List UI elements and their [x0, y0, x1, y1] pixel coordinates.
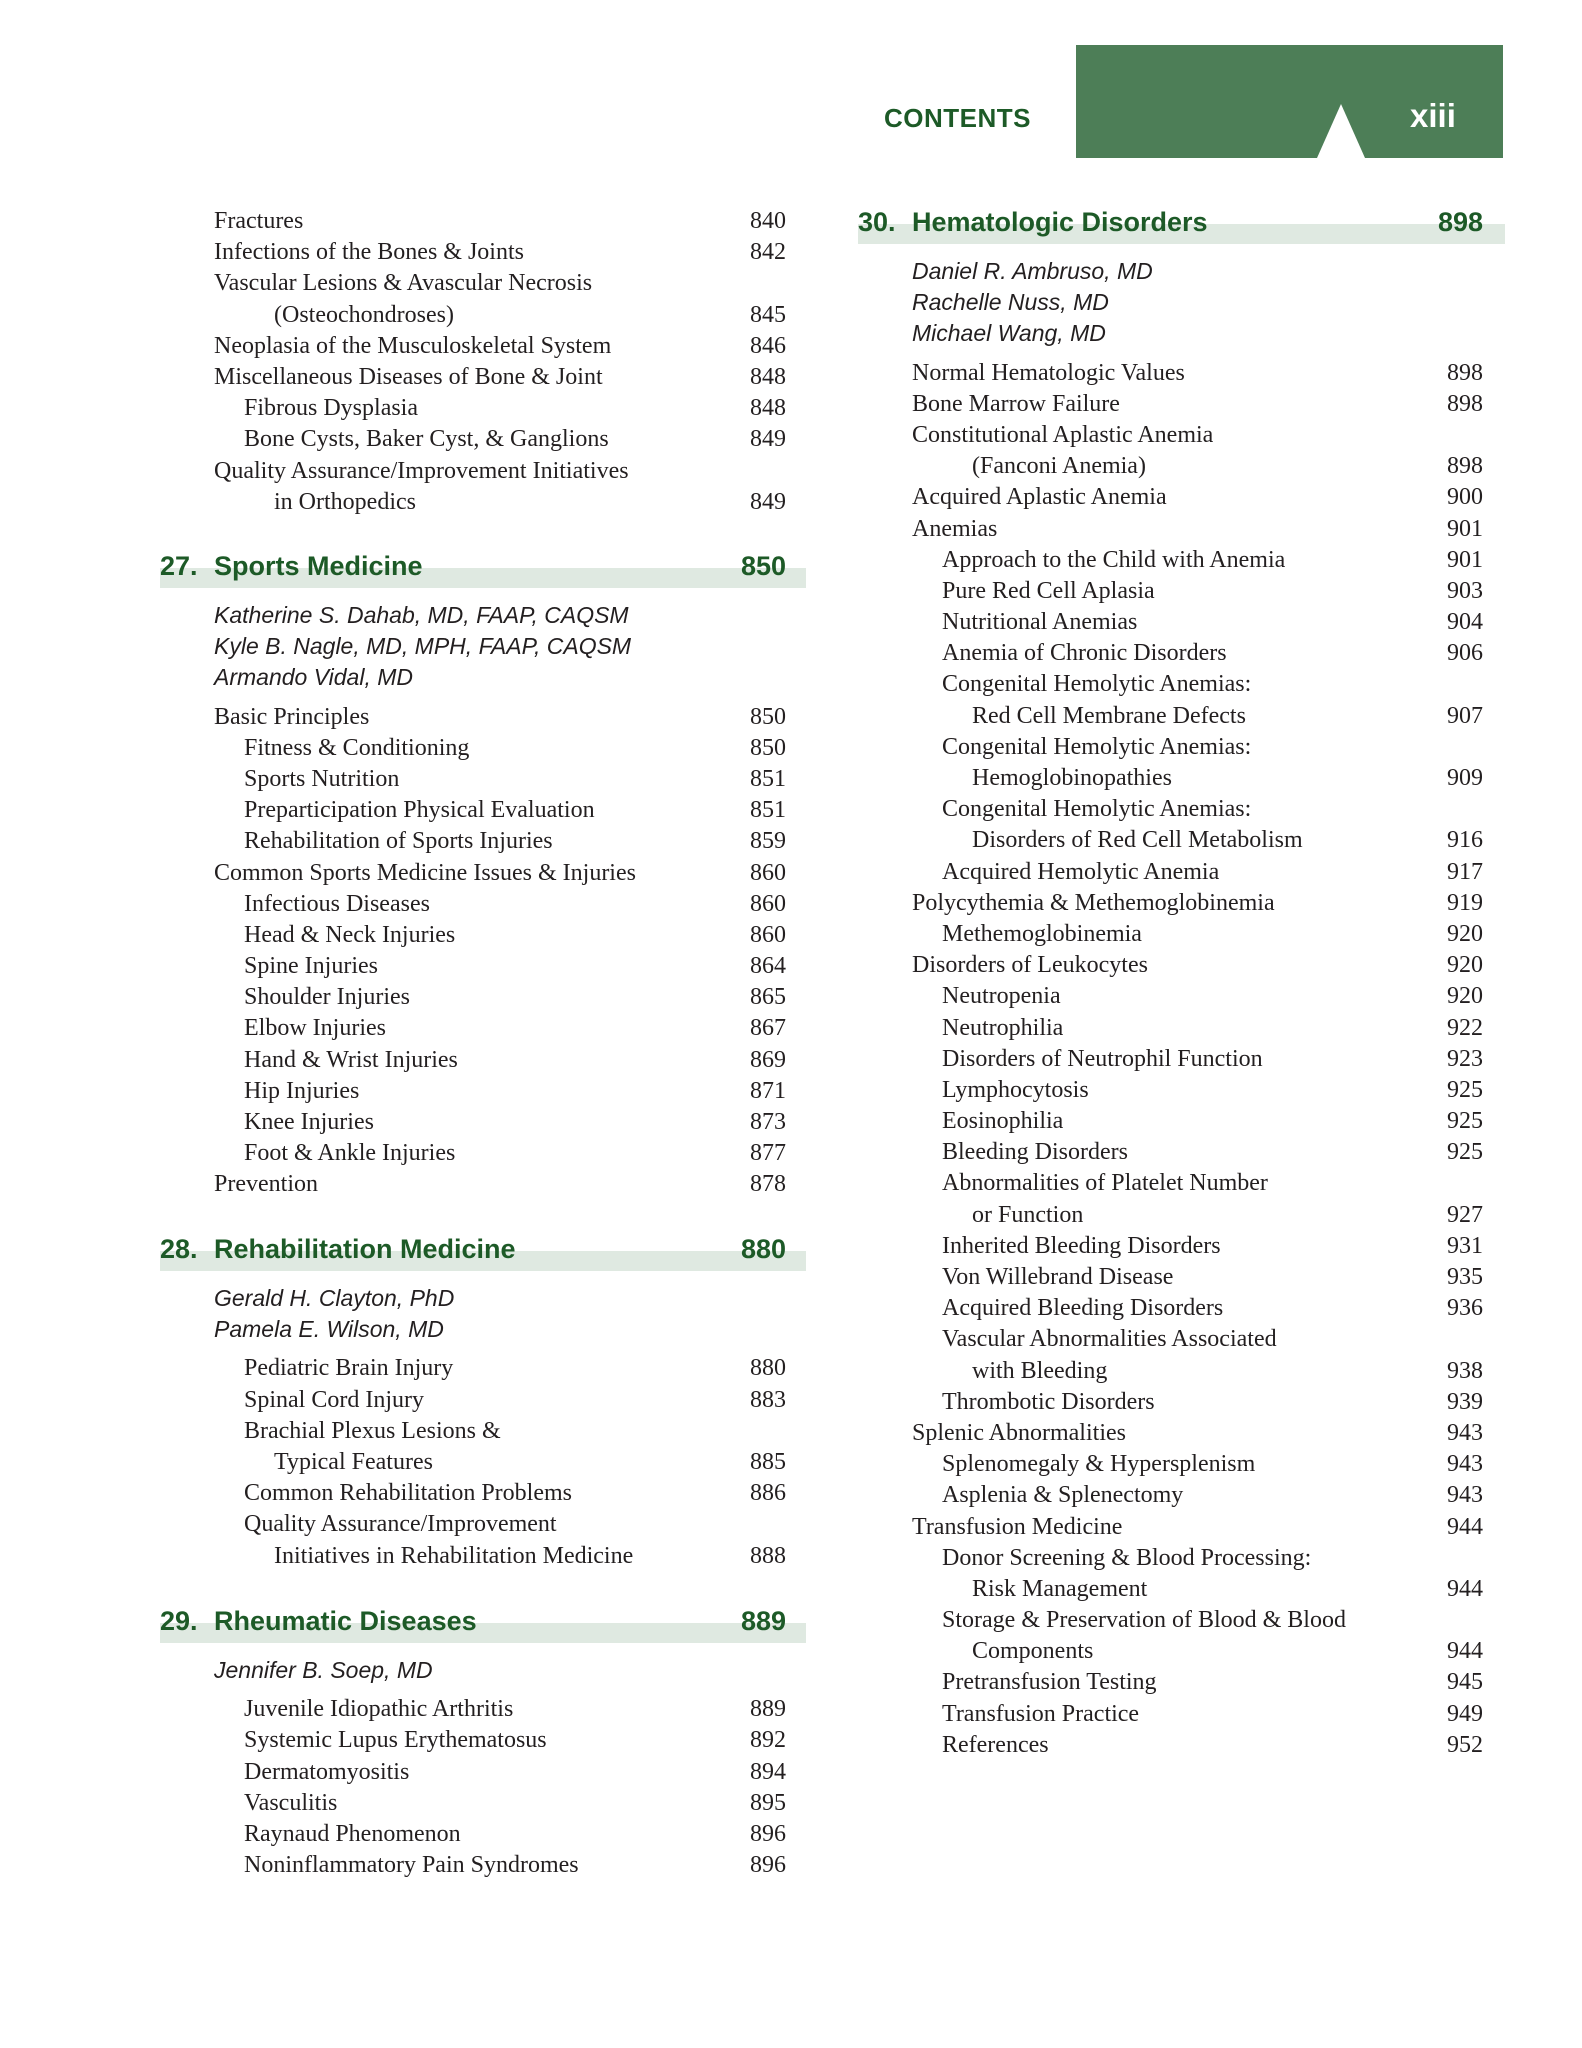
- toc-entry-title: Infectious Diseases: [244, 890, 430, 917]
- toc-entry: [858, 857, 1505, 888]
- toc-entry: [858, 888, 1505, 919]
- toc-entry-page: 851: [750, 765, 786, 792]
- toc-entry-page: 935: [1447, 1264, 1483, 1290]
- toc-entry: [160, 456, 806, 487]
- toc-entry-title: Spine Injuries: [244, 953, 378, 980]
- toc-entry-title: Components: [972, 1638, 1094, 1665]
- toc-entry: [160, 268, 806, 299]
- toc-entry-title: Vasculitis: [244, 1789, 338, 1816]
- chapter-title: Sports Medicine: [214, 551, 423, 581]
- toc-entry-page: 920: [1447, 952, 1483, 979]
- chapter-page: 850: [740, 551, 786, 581]
- toc-entry: [858, 794, 1505, 825]
- toc-entry-page: 845: [750, 301, 786, 328]
- toc-entry: [160, 1385, 806, 1416]
- toc-entry: [160, 300, 806, 331]
- toc-entry-page: 864: [750, 953, 786, 980]
- toc-entry-page: 938: [1447, 1357, 1483, 1384]
- toc-entry-page: 936: [1447, 1295, 1483, 1322]
- toc-entry-title: Pediatric Brain Injury: [244, 1355, 454, 1382]
- toc-entry-page: 850: [750, 703, 786, 730]
- toc-entry-title: Miscellaneous Diseases of Bone & Joint: [214, 363, 603, 390]
- toc-entry: [160, 1447, 806, 1478]
- toc-entry: [160, 487, 806, 518]
- running-header-label: CONTENTS: [884, 103, 1031, 133]
- toc-entry-page: 848: [750, 363, 786, 390]
- toc-entry-page: 943: [1447, 1451, 1483, 1478]
- toc-entry-page: 900: [1447, 484, 1483, 511]
- toc-entry: [858, 1449, 1505, 1480]
- toc-entry: [858, 919, 1505, 950]
- toc-entry: [858, 1075, 1505, 1106]
- toc-entry-page: 944: [1447, 1575, 1483, 1602]
- toc-entry: [858, 638, 1505, 669]
- toc-entry: [160, 393, 806, 424]
- toc-entry: [858, 950, 1505, 981]
- toc-entry: [160, 1045, 806, 1076]
- toc-entry-page: 869: [750, 1046, 786, 1073]
- chapter-heading-rehabilitation-medicine: [160, 1231, 806, 1273]
- toc-entry-page: 895: [750, 1789, 786, 1816]
- chapter-authors: [858, 246, 1505, 358]
- toc-entry-title: Neutrophilia: [942, 1014, 1064, 1041]
- toc-entry-page: 925: [1447, 1139, 1483, 1166]
- toc-entry: [858, 1106, 1505, 1137]
- toc-entry-title: Quality Assurance/Improvement Initiatives: [214, 457, 629, 484]
- toc-entry: [858, 1262, 1505, 1293]
- toc-entry-page: 904: [1447, 609, 1483, 636]
- toc-entry-title: Methemoglobinemia: [942, 920, 1142, 947]
- toc-entry-title: Fibrous Dysplasia: [244, 395, 418, 422]
- toc-entry: [160, 795, 806, 826]
- toc-entry: [858, 1293, 1505, 1324]
- toc-entry-title: Inherited Bleeding Disorders: [942, 1232, 1221, 1259]
- author-name: Daniel R. Ambruso, MD: [912, 258, 1153, 284]
- toc-entry-page: 885: [750, 1448, 786, 1475]
- toc-entry-title: Basic Principles: [214, 703, 370, 730]
- author-name: Rachelle Nuss, MD: [912, 289, 1109, 316]
- toc-entry: [858, 1543, 1505, 1574]
- toc-entry: [160, 858, 806, 889]
- toc-entry-page: 919: [1447, 889, 1483, 916]
- toc-entry: [160, 1353, 806, 1384]
- chapter-title: Hematologic Disorders: [912, 207, 1208, 237]
- toc-entry-title: Normal Hematologic Values: [912, 359, 1185, 386]
- toc-entry-title: Foot & Ankle Injuries: [244, 1140, 456, 1167]
- chapter-27: [160, 548, 806, 1201]
- toc-entry-page: 944: [1447, 1638, 1483, 1665]
- toc-entry: [160, 424, 806, 455]
- toc-entry: [160, 951, 806, 982]
- toc-entry: [160, 1478, 806, 1509]
- toc-entry: [160, 826, 806, 857]
- toc-entry-title: Vascular Lesions & Avascular Necrosis: [214, 270, 593, 297]
- toc-entry-page: 927: [1447, 1201, 1483, 1228]
- toc-entry-title: Approach to the Child with Anemia: [942, 546, 1286, 573]
- toc-entry: [160, 1138, 806, 1169]
- toc-entry-page: 906: [1447, 640, 1483, 667]
- toc-entry: [858, 576, 1505, 607]
- chapter-authors: [160, 1273, 806, 1353]
- author-name: Katherine S. Dahab, MD, FAAP, CAQSM: [214, 602, 629, 628]
- toc-entry: [858, 1044, 1505, 1075]
- toc-entry: [160, 1541, 806, 1572]
- toc-entry: [858, 1324, 1505, 1355]
- toc-entry: [160, 920, 806, 951]
- toc-entry-title: Fractures: [214, 208, 304, 234]
- toc-entry-title: Polycythemia & Methemoglobinemia: [912, 889, 1275, 916]
- chapter-29: [160, 1603, 806, 1881]
- toc-entry-page: 943: [1447, 1482, 1483, 1509]
- toc-entry-page: 886: [750, 1480, 786, 1507]
- chapter-number: 29.: [160, 1606, 198, 1636]
- toc-entry: [858, 1013, 1505, 1044]
- toc-entry-title: Sports Nutrition: [244, 765, 400, 792]
- toc-entry: [858, 389, 1505, 420]
- toc-entry: [160, 237, 806, 268]
- toc-entry-page: 840: [750, 208, 786, 234]
- chapter-number: 30.: [858, 207, 896, 237]
- author-name: Michael Wang, MD: [912, 320, 1106, 347]
- toc-entry: [858, 763, 1505, 794]
- continued-entries: [160, 206, 806, 518]
- toc-entry-page: 889: [750, 1696, 786, 1723]
- toc-entry-title: Bleeding Disorders: [942, 1139, 1128, 1166]
- toc-entry-page: 846: [750, 332, 786, 359]
- toc-entry-page: 898: [1447, 359, 1483, 386]
- toc-entry-title: Neoplasia of the Musculoskeletal System: [214, 332, 612, 359]
- toc-entry-title: Preparticipation Physical Evaluation: [244, 797, 595, 824]
- toc-entry: [160, 1076, 806, 1107]
- toc-entry-page: 943: [1447, 1419, 1483, 1446]
- toc-entry-page: 920: [1447, 983, 1483, 1010]
- toc-entry-page: 949: [1447, 1700, 1483, 1727]
- toc-entry: [160, 1694, 806, 1725]
- toc-entry: [858, 482, 1505, 513]
- toc-entry-page: 920: [1447, 920, 1483, 947]
- toc-entry: [858, 732, 1505, 763]
- toc-entry: [160, 1013, 806, 1044]
- toc-entry: [858, 1418, 1505, 1449]
- author-name: Jennifer B. Soep, MD: [214, 1657, 433, 1683]
- toc-entry-page: 931: [1447, 1232, 1483, 1259]
- toc-entry-title: Abnormalities of Platelet Number: [942, 1170, 1268, 1197]
- toc-entry-page: 901: [1447, 515, 1483, 542]
- toc-entry: [858, 1480, 1505, 1511]
- chapter-title: Rehabilitation Medicine: [214, 1234, 516, 1264]
- author-name: Pamela E. Wilson, MD: [214, 1316, 444, 1343]
- toc-entry-title: Congenital Hemolytic Anemias:: [942, 796, 1252, 823]
- toc-entry-page: 860: [750, 921, 786, 948]
- toc-entry-page: 894: [750, 1758, 786, 1785]
- toc-entry: [858, 1730, 1505, 1761]
- toc-entry-page: 903: [1447, 577, 1483, 604]
- toc-entry-page: 849: [750, 426, 786, 453]
- toc-entry-page: 896: [750, 1852, 786, 1879]
- toc-entry-title: Neutropenia: [942, 983, 1061, 1010]
- toc-entry-title: Red Cell Membrane Defects: [972, 702, 1246, 729]
- toc-entry-page: 880: [750, 1355, 786, 1382]
- toc-entry: [858, 451, 1505, 482]
- toc-entry: [858, 358, 1505, 389]
- toc-entry-title: Juvenile Idiopathic Arthritis: [244, 1696, 514, 1723]
- toc-entry: [160, 889, 806, 920]
- toc-entry-title: Storage & Preservation of Blood & Blood: [942, 1607, 1346, 1634]
- toc-entry-title: Common Rehabilitation Problems: [244, 1480, 572, 1507]
- toc-entry-title: Prevention: [214, 1171, 318, 1198]
- toc-entry-title: Splenic Abnormalities: [912, 1419, 1126, 1446]
- chapter-authors: [160, 1645, 806, 1694]
- toc-entry: [160, 1416, 806, 1447]
- toc-entry-page: 945: [1447, 1669, 1483, 1696]
- toc-entry-title: Transfusion Practice: [942, 1700, 1140, 1727]
- toc-entry-title: Rehabilitation of Sports Injuries: [244, 828, 553, 855]
- toc-entry-title: Acquired Aplastic Anemia: [912, 484, 1167, 511]
- toc-entry-title: Head & Neck Injuries: [244, 921, 456, 948]
- toc-entry-page: 901: [1447, 546, 1483, 573]
- toc-entry-title: Pretransfusion Testing: [942, 1669, 1157, 1696]
- toc-entry: [160, 764, 806, 795]
- toc-entry-title: Hand & Wrist Injuries: [244, 1046, 458, 1073]
- toc-entry-page: 865: [750, 984, 786, 1011]
- toc-entry-page: 916: [1447, 827, 1483, 854]
- chapter-authors: [160, 590, 806, 702]
- toc-entry-page: 848: [750, 395, 786, 422]
- toc-entry-title: Thrombotic Disorders: [942, 1388, 1155, 1415]
- toc-entry-page: 871: [750, 1077, 786, 1104]
- author-name: Gerald H. Clayton, PhD: [214, 1285, 455, 1311]
- toc-entry: [160, 1107, 806, 1138]
- toc-entry-title: Bone Cysts, Baker Cyst, & Ganglions: [244, 426, 609, 453]
- toc-entry-title: with Bleeding: [972, 1357, 1108, 1384]
- toc-entry-page: 898: [1447, 453, 1483, 480]
- toc-entry-title: Eosinophilia: [942, 1108, 1064, 1135]
- toc-entry-page: 909: [1447, 765, 1483, 791]
- toc-entry: [858, 1699, 1505, 1730]
- toc-entry-title: (Osteochondroses): [274, 301, 454, 328]
- toc-entry: [858, 1231, 1505, 1262]
- toc-entry-title: Systemic Lupus Erythematosus: [244, 1727, 547, 1754]
- toc-entry-title: Hemoglobinopathies: [972, 765, 1172, 791]
- toc-entry-page: 892: [750, 1727, 786, 1754]
- toc-entry: [858, 1168, 1505, 1199]
- toc-entry-title: Infections of the Bones & Joints: [214, 239, 524, 266]
- toc-entry-title: Lymphocytosis: [942, 1076, 1089, 1103]
- toc-entry-page: 850: [750, 734, 786, 761]
- toc-entry-title: Splenomegaly & Hypersplenism: [942, 1451, 1256, 1478]
- toc-entry: [858, 1605, 1505, 1636]
- toc-entry-page: 851: [750, 797, 786, 824]
- toc-entry-page: 944: [1447, 1513, 1483, 1540]
- toc-entry-title: Congenital Hemolytic Anemias:: [942, 671, 1252, 698]
- toc-entry-page: 867: [750, 1015, 786, 1042]
- toc-entry-page: 860: [750, 890, 786, 917]
- toc-entry-title: Knee Injuries: [244, 1109, 374, 1135]
- toc-entry-title: Constitutional Aplastic Anemia: [912, 421, 1214, 448]
- toc-entry-title: Asplenia & Splenectomy: [942, 1482, 1184, 1509]
- toc-entry-page: 860: [750, 859, 786, 886]
- toc-entry-title: Brachial Plexus Lesions &: [244, 1417, 501, 1444]
- toc-entry-title: Noninflammatory Pain Syndromes: [244, 1852, 579, 1879]
- toc-entry: [858, 701, 1505, 732]
- toc-entry-page: 917: [1447, 858, 1483, 885]
- toc-entry-title: Congenital Hemolytic Anemias:: [942, 733, 1252, 760]
- chapter-heading-rheumatic-diseases: [160, 1603, 806, 1645]
- toc-entry-title: Elbow Injuries: [244, 1015, 386, 1042]
- toc-entry: [160, 1819, 806, 1850]
- toc-entry: [858, 545, 1505, 576]
- chapter-title: Rheumatic Diseases: [214, 1606, 477, 1636]
- page-number: xiii: [1410, 97, 1456, 134]
- chapter-page: 889: [740, 1606, 786, 1636]
- toc-entry-page: 922: [1447, 1014, 1483, 1041]
- toc-entry: [858, 669, 1505, 700]
- toc-entry: [858, 420, 1505, 451]
- toc-entry-page: 925: [1447, 1108, 1483, 1135]
- toc-entry-title: Acquired Hemolytic Anemia: [942, 858, 1220, 885]
- toc-entry-title: Shoulder Injuries: [244, 984, 410, 1011]
- toc-entry-title: Acquired Bleeding Disorders: [942, 1295, 1224, 1322]
- toc-entry: [160, 206, 806, 237]
- toc-entry: [858, 825, 1505, 856]
- toc-entry-title: in Orthopedics: [274, 488, 416, 515]
- toc-entry-page: 939: [1447, 1388, 1483, 1415]
- toc-entry-title: Disorders of Red Cell Metabolism: [972, 827, 1303, 854]
- toc-entry: [858, 1636, 1505, 1667]
- toc-entry-page: 923: [1447, 1045, 1483, 1072]
- toc-entry: [858, 1356, 1505, 1387]
- toc-entry-page: 907: [1447, 702, 1483, 729]
- chapter-heading-hematologic-disorders: [858, 204, 1505, 246]
- toc-entry-page: 896: [750, 1820, 786, 1847]
- toc-entry-title: Typical Features: [274, 1448, 433, 1475]
- toc-entry-title: References: [942, 1731, 1049, 1758]
- toc-entry-title: or Function: [972, 1201, 1084, 1228]
- toc-entry-page: 878: [750, 1171, 786, 1198]
- chapter-heading-sports-medicine: [160, 548, 806, 590]
- toc-entry-title: Vascular Abnormalities Associated: [942, 1326, 1277, 1353]
- toc-entry-title: Nutritional Anemias: [942, 609, 1138, 636]
- toc-entry-title: Bone Marrow Failure: [912, 390, 1120, 417]
- toc-entry: [160, 362, 806, 393]
- toc-entry-title: Hip Injuries: [244, 1077, 360, 1104]
- toc-entry-title: Quality Assurance/Improvement: [244, 1511, 557, 1538]
- toc-entry-page: 859: [750, 828, 786, 855]
- toc-entry-title: Von Willebrand Disease: [942, 1264, 1174, 1290]
- toc-entry-title: Raynaud Phenomenon: [244, 1820, 461, 1847]
- toc-entry: [160, 1509, 806, 1540]
- toc-entry-title: Anemias: [912, 515, 998, 542]
- toc-entry: [160, 733, 806, 764]
- author-name: Armando Vidal, MD: [214, 664, 413, 691]
- chapter-page: 880: [740, 1234, 786, 1264]
- chapter-number: 28.: [160, 1234, 198, 1264]
- toc-entry-page: 952: [1447, 1731, 1483, 1758]
- toc-entry-title: Disorders of Neutrophil Function: [942, 1045, 1263, 1072]
- toc-entry-title: Anemia of Chronic Disorders: [942, 640, 1227, 667]
- toc-entry-title: Common Sports Medicine Issues & Injuries: [214, 859, 636, 886]
- toc-entry-page: 877: [750, 1140, 786, 1167]
- toc-entry: [858, 1574, 1505, 1605]
- toc-entry-page: 925: [1447, 1076, 1483, 1103]
- toc-entry-title: Transfusion Medicine: [912, 1513, 1123, 1540]
- author-name: Kyle B. Nagle, MD, MPH, FAAP, CAQSM: [214, 633, 632, 660]
- toc-entry: [858, 1667, 1505, 1698]
- toc-entry: [160, 1725, 806, 1756]
- toc-entry-title: Fitness & Conditioning: [244, 734, 470, 761]
- toc-entry-title: (Fanconi Anemia): [972, 453, 1146, 480]
- toc-entry: [858, 1512, 1505, 1543]
- toc-entry-title: Dermatomyositis: [244, 1758, 410, 1785]
- toc-entry: [858, 1137, 1505, 1168]
- toc-entry-title: Disorders of Leukocytes: [912, 952, 1148, 979]
- toc-entry: [160, 331, 806, 362]
- header-notch-decoration: [1317, 104, 1365, 158]
- toc-entry: [160, 1788, 806, 1819]
- toc-entry: [858, 607, 1505, 638]
- toc-entry-page: 888: [750, 1542, 786, 1569]
- toc-entry-title: Initiatives in Rehabilitation Medicine: [274, 1542, 634, 1569]
- toc-entry: [858, 1387, 1505, 1418]
- chapter-number: 27.: [160, 551, 198, 581]
- chapter-30: [858, 204, 1505, 1761]
- toc-entry-page: 883: [750, 1386, 786, 1413]
- toc-entry-page: 873: [750, 1109, 786, 1135]
- toc-entry: [160, 1169, 806, 1200]
- toc-entry: [858, 981, 1505, 1012]
- toc-entry-title: Donor Screening & Blood Processing:: [942, 1544, 1312, 1571]
- toc-entry: [858, 1200, 1505, 1231]
- toc-entry-title: Spinal Cord Injury: [244, 1386, 424, 1413]
- toc-entry: [160, 702, 806, 733]
- toc-entry: [160, 982, 806, 1013]
- toc-entry: [160, 1850, 806, 1881]
- chapter-page: 898: [1437, 207, 1483, 237]
- chapter-28: [160, 1231, 806, 1572]
- toc-entry: [858, 514, 1505, 545]
- toc-entry-page: 849: [750, 488, 786, 515]
- toc-entry-page: 898: [1447, 390, 1483, 417]
- toc-entry-page: 842: [750, 239, 786, 266]
- toc-entry-title: Risk Management: [972, 1575, 1148, 1602]
- toc-entry-title: Pure Red Cell Aplasia: [942, 577, 1155, 604]
- toc-entry: [160, 1757, 806, 1788]
